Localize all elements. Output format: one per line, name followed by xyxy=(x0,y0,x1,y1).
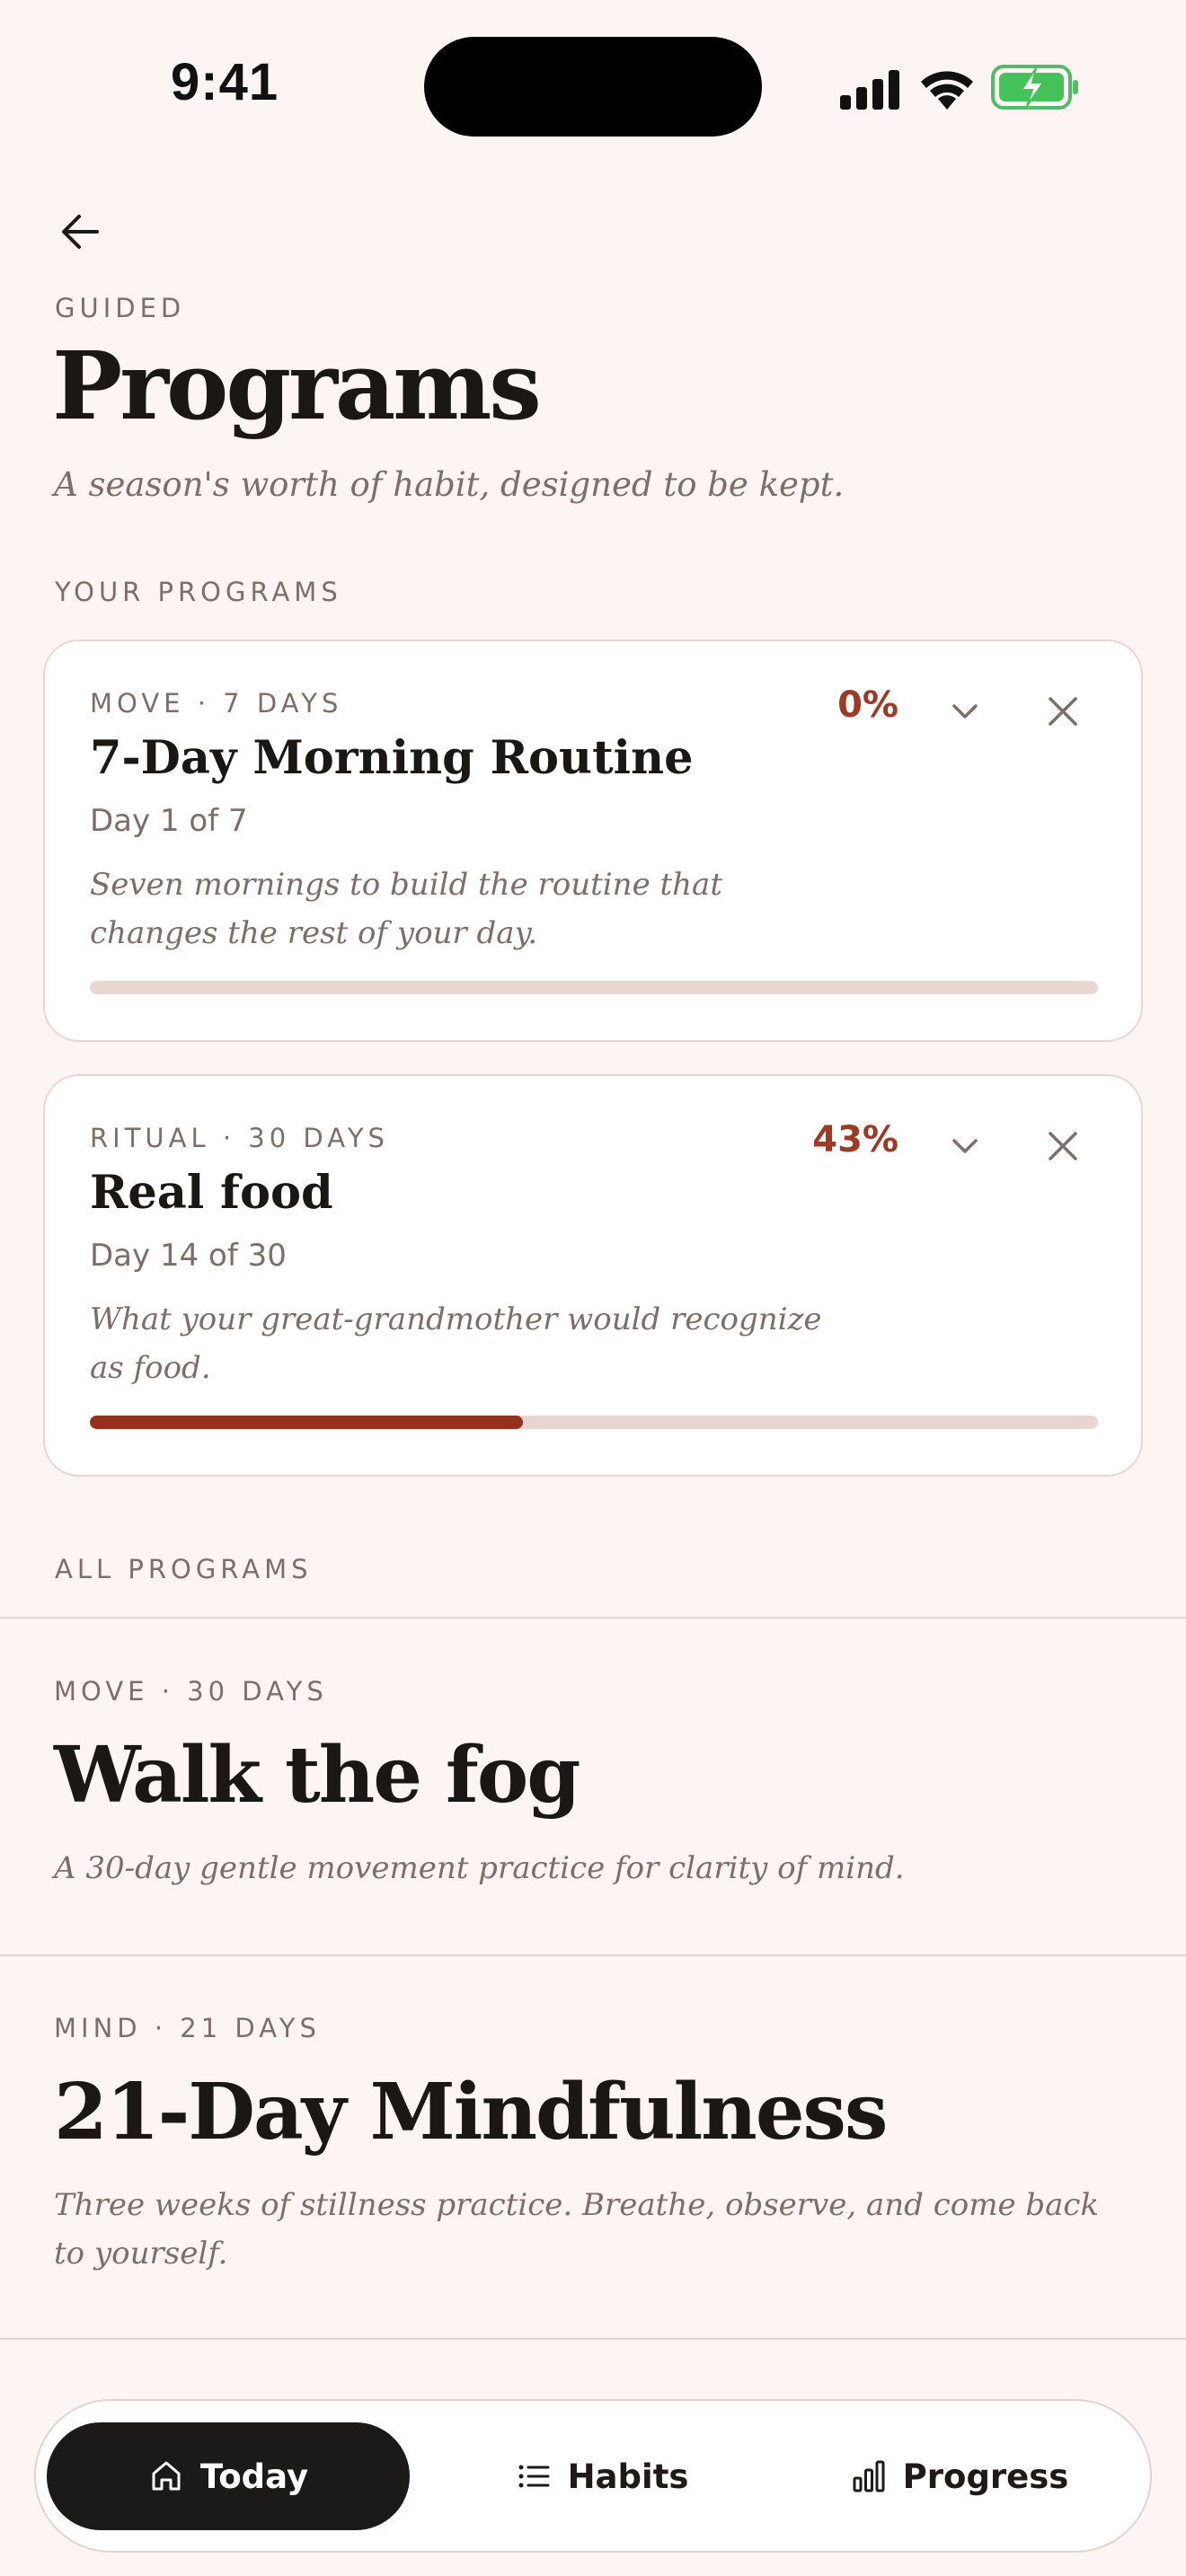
tab-label: Today xyxy=(199,2457,309,2496)
program-category: MIND · 21 DAYS xyxy=(54,2013,321,2043)
wifi-icon xyxy=(919,66,975,110)
battery-charging-icon xyxy=(991,65,1081,110)
section-heading-your-programs: YOUR PROGRAMS xyxy=(55,577,342,607)
divider xyxy=(0,1954,1186,1956)
tab-label: Habits xyxy=(567,2457,689,2496)
cellular-signal-icon xyxy=(840,70,901,110)
dynamic-island xyxy=(424,37,762,137)
section-heading-all-programs: ALL PROGRAMS xyxy=(55,1554,313,1584)
program-description: A 30-day gentle movement practice for clarity of mind. xyxy=(54,1850,905,1886)
status-time: 9:41 xyxy=(171,53,279,111)
program-title: Walk the fog xyxy=(54,1730,580,1821)
program-list-item[interactable] xyxy=(54,2013,1132,2278)
program-category: RITUAL · 30 DAYS xyxy=(90,1123,389,1153)
program-day-counter: Day 14 of 30 xyxy=(90,1238,287,1274)
close-icon[interactable] xyxy=(1047,695,1079,728)
divider xyxy=(0,2338,1186,2340)
progress-track xyxy=(90,1416,1098,1429)
progress-track xyxy=(90,981,1098,994)
close-icon[interactable] xyxy=(1047,1130,1079,1162)
page-subtitle: A season's worth of habit, designed to be kept. xyxy=(54,465,845,504)
bar-chart-icon xyxy=(851,2458,887,2494)
status-bar xyxy=(0,0,1186,171)
tab-bar xyxy=(34,2399,1152,2553)
tab-today[interactable] xyxy=(47,2422,410,2530)
program-description: Three weeks of stillness practice. Breathe, observe, and come back to yourself. xyxy=(54,2187,1100,2272)
progress-percent: 0% xyxy=(837,684,898,726)
program-category: MOVE · 30 DAYS xyxy=(54,1676,328,1707)
home-icon xyxy=(148,2458,184,2494)
program-day-counter: Day 1 of 7 xyxy=(90,803,248,839)
chevron-down-icon[interactable] xyxy=(949,1130,981,1162)
divider xyxy=(0,1617,1186,1619)
tab-label: Progress xyxy=(902,2457,1069,2496)
tab-progress[interactable] xyxy=(789,2422,1130,2530)
progress-fill xyxy=(90,1416,523,1429)
enrolled-program-card[interactable] xyxy=(43,640,1143,1042)
page-title: Programs xyxy=(52,331,539,441)
enrolled-program-card[interactable] xyxy=(43,1074,1143,1477)
program-category: MOVE · 7 DAYS xyxy=(90,688,343,719)
progress-percent: 43% xyxy=(812,1119,898,1160)
program-title: 21-Day Mindfulness xyxy=(54,2067,887,2157)
page-eyebrow: GUIDED xyxy=(55,293,186,323)
list-icon xyxy=(516,2458,552,2494)
chevron-down-icon[interactable] xyxy=(949,695,981,728)
program-list-item[interactable] xyxy=(54,1676,1132,1892)
arrow-left-icon xyxy=(54,205,108,259)
back-button[interactable] xyxy=(54,205,108,259)
tab-habits[interactable] xyxy=(431,2422,773,2530)
program-title: Real food xyxy=(90,1166,333,1220)
program-title: 7-Day Morning Routine xyxy=(90,731,694,785)
program-description: Seven mornings to build the routine that changes the rest of your day. xyxy=(90,867,722,951)
program-description: What your great-grandmother would recognize as food. xyxy=(90,1301,822,1386)
